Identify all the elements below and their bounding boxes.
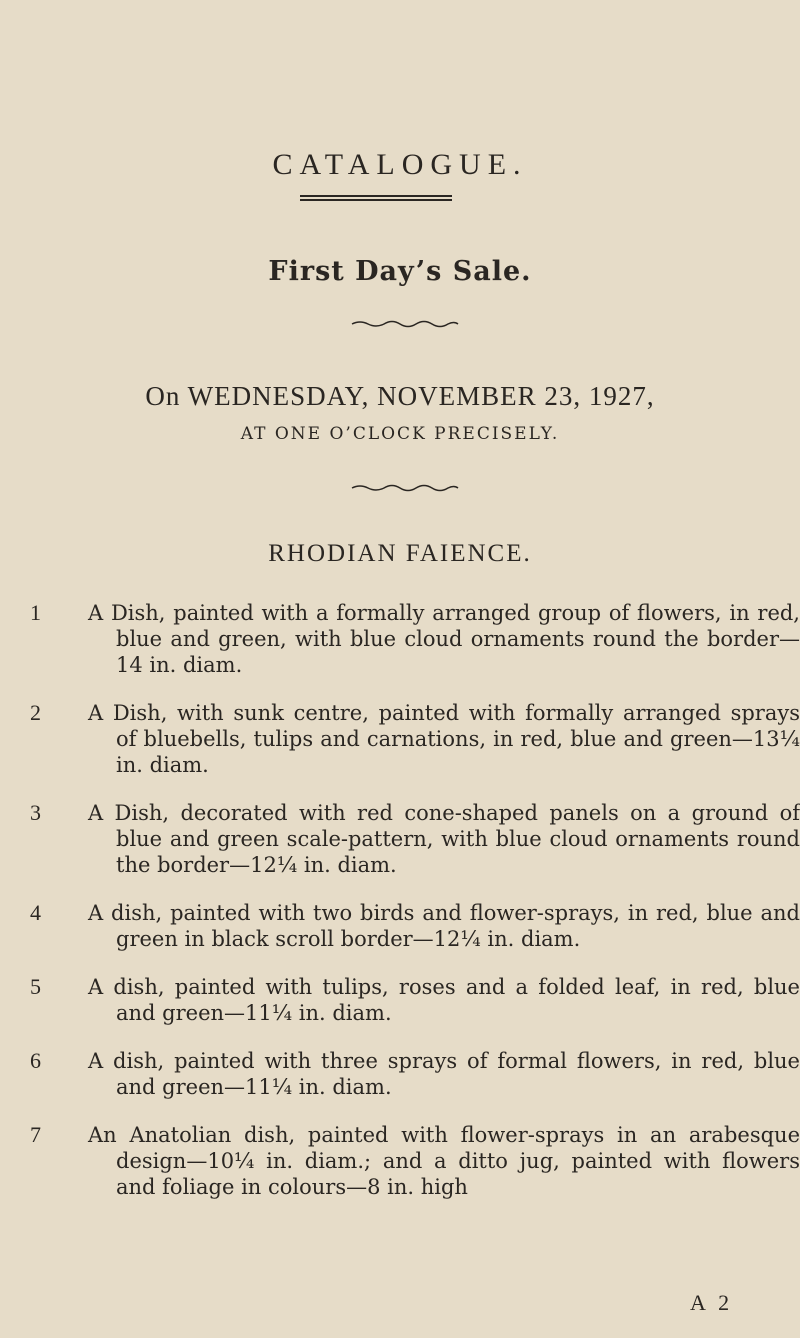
lot-description: A dish, painted with two birds and flower-sprays, in red, blue and green in black scroll border—12¼ in. diam. [88, 901, 800, 951]
page-signature: A 2 [690, 1290, 734, 1315]
sale-time: AT ONE O’CLOCK PRECISELY. [240, 424, 560, 444]
lot-item [0, 1122, 800, 1200]
sale-subtitle: First Day’s Sale. [268, 256, 532, 287]
lot-number: 7 [30, 1122, 41, 1147]
lot-description: A dish, painted with three sprays of formal flowers, in red, blue and green—11¼ in. diam. [88, 1049, 800, 1099]
lot-number: 1 [30, 600, 41, 625]
lot-number: 4 [30, 900, 41, 925]
lot-item [0, 700, 800, 778]
lot-description: A Dish, decorated with red cone-shaped panels on a ground of blue and green scale-pattern, with blue cloud ornaments round the border—12¼ in. diam. [88, 801, 800, 877]
lot-description: A Dish, with sunk centre, painted with formally arranged sprays of bluebells, tulips and carnations, in red, blue and green—13¼ in. diam. [88, 701, 800, 777]
title-rule [300, 195, 452, 197]
lot-description: An Anatolian dish, painted with flower-sprays in an arabesque design—10¼ in. diam.; and a ditto jug, painted with flowers and foliage in colours—8 in. high [88, 1123, 800, 1199]
lot-description: A dish, painted with tulips, roses and a folded leaf, in red, blue and green—11¼ in. diam. [88, 975, 800, 1025]
lot-number: 2 [30, 700, 41, 725]
lot-list [0, 600, 800, 1222]
section-heading: RHODIAN FAIENCE. [268, 540, 532, 567]
lot-item [0, 1048, 800, 1100]
lot-number: 3 [30, 800, 41, 825]
lot-item [0, 974, 800, 1026]
catalogue-title: CATALOGUE. [272, 148, 528, 181]
ornament-divider [350, 318, 460, 330]
lot-number: 6 [30, 1048, 41, 1073]
title-rule-lower [300, 199, 452, 201]
lot-item [0, 800, 800, 878]
lot-item [0, 600, 800, 678]
ornament-divider-second [350, 482, 460, 494]
lot-item [0, 900, 800, 952]
lot-number: 5 [30, 974, 41, 999]
sale-date: On WEDNESDAY, NOVEMBER 23, 1927, [145, 381, 655, 411]
lot-description: A Dish, painted with a formally arranged group of flowers, in red, blue and green, with blue cloud ornaments round the border—14 in. diam. [88, 601, 800, 677]
